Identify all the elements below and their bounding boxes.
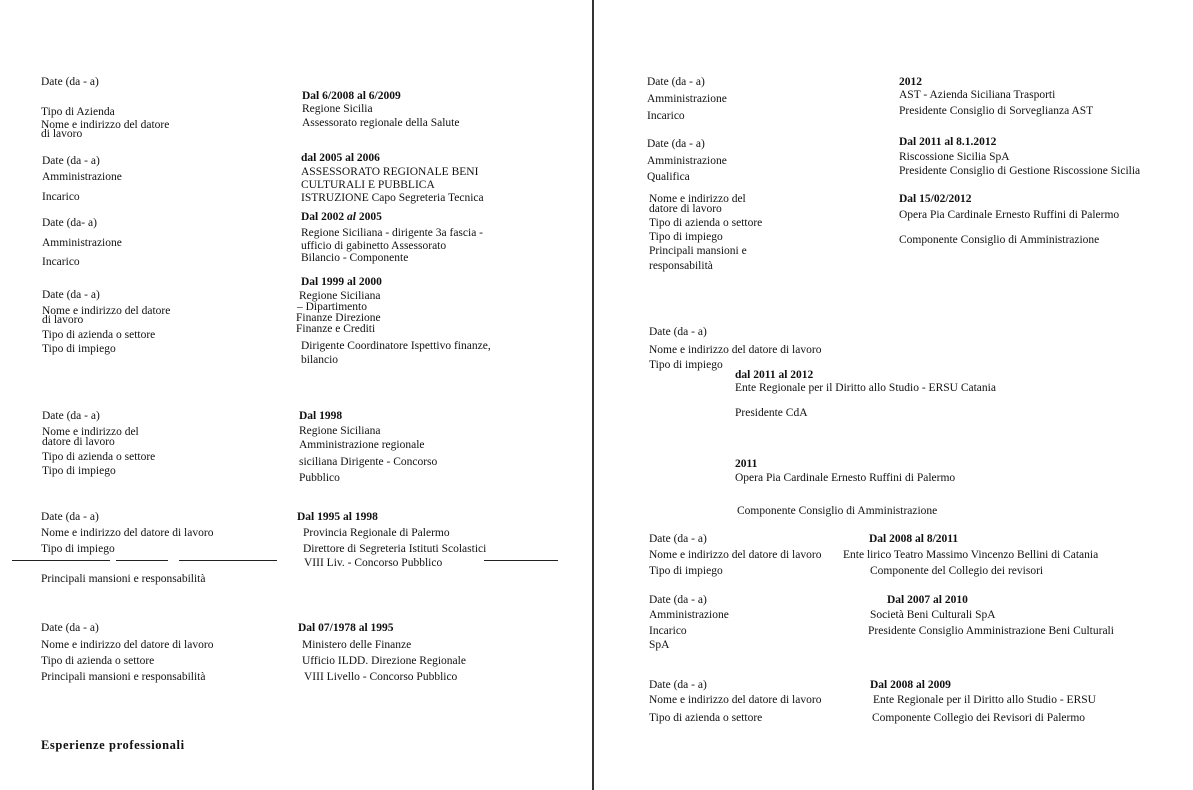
label-role-cont: SpA (649, 639, 670, 651)
label-date: Date (da - a) (647, 138, 705, 150)
label-employer: Nome e indirizzo del datore di lavoro (41, 527, 214, 539)
entry-value: Provincia Regionale di Palermo (303, 527, 450, 539)
entry-value: Finanze e Crediti (296, 323, 376, 335)
entry-value: CULTURALI E PUBBLICA (301, 179, 435, 191)
entry-date: 2011 (735, 458, 758, 470)
entry-date: Dal 2007 al 2010 (887, 594, 968, 606)
label-administration: Amministrazione (647, 155, 727, 167)
entry-date-start: Dal 2002 (301, 211, 347, 223)
entry-value: Presidente CdA (735, 407, 808, 419)
label-date: Date (da - a) (647, 76, 705, 88)
entry-date: Dal 2008 al 8/2011 (869, 533, 959, 545)
label-employment: Tipo di impiego (649, 359, 723, 371)
entry-date: Dal 15/02/2012 (899, 193, 972, 205)
entry-value: Pubblico (299, 472, 340, 484)
label-employer: Nome e indirizzo del (649, 193, 746, 205)
entry-value: Presidente Consiglio Amministrazione Beni Culturali (868, 625, 1114, 637)
label-date: Date (da - a) (41, 511, 99, 523)
entry-value: bilancio (301, 354, 339, 366)
entry-date-end: 2005 (355, 211, 382, 223)
label-employer: Nome e indirizzo del datore (42, 305, 171, 317)
entry-value: Società Beni Culturali SpA (870, 609, 996, 621)
entry-value: Ente lirico Teatro Massimo Vincenzo Bellini di Catania (843, 549, 1099, 561)
label-employer-cont: di lavoro (41, 128, 83, 140)
entry-value: VIII Liv. - Concorso Pubblico (304, 557, 443, 569)
label-sector: Tipo di azienda o settore (41, 655, 155, 667)
entry-value: Amministrazione regionale (299, 439, 425, 451)
label-duties-cont: responsabilità (649, 260, 713, 272)
label-date: Date (da - a) (649, 594, 707, 606)
label-administration: Amministrazione (649, 609, 729, 621)
label-employment: Tipo di impiego (42, 343, 116, 355)
entry-date: Dal 1998 (299, 410, 343, 422)
entry-value: Presidente Consiglio di Sorveglianza AST (899, 105, 1094, 117)
entry-value: Riscossione Sicilia SpA (899, 151, 1010, 163)
entry-value: Bilancio - Componente (301, 252, 409, 264)
label-employer: Nome e indirizzo del (42, 426, 139, 438)
entry-date (301, 211, 382, 223)
label-date: Date (da - a) (649, 326, 707, 338)
separator-line (179, 560, 277, 561)
separator-line (12, 560, 110, 561)
label-employment: Tipo di impiego (649, 565, 723, 577)
label-date: Date (da - a) (42, 410, 100, 422)
label-date: Date (da - a) (649, 533, 707, 545)
entry-value: Presidente Consiglio di Gestione Riscossione Sicilia (899, 165, 1141, 177)
separator-line (116, 560, 168, 561)
label-qualification: Qualifica (647, 171, 690, 183)
separator-line (484, 560, 558, 561)
label-duties: Principali mansioni e responsabilità (41, 573, 206, 585)
label-duties: Principali mansioni e responsabilità (41, 671, 206, 683)
label-sector: Tipo di azienda o settore (42, 451, 156, 463)
entry-value: Regione Siciliana (299, 290, 381, 302)
section-heading: Esperienze professionali (41, 738, 185, 752)
label-company-type: Tipo di Azienda (41, 106, 115, 118)
entry-date: Dal 2008 al 2009 (870, 679, 951, 691)
entry-value: Opera Pia Cardinale Ernesto Ruffini di Palermo (735, 472, 956, 484)
label-administration: Amministrazione (647, 93, 727, 105)
entry-value: Finanze Direzione (296, 312, 381, 324)
label-date: Date (da - a) (42, 289, 100, 301)
label-date: Date (da - a) (649, 679, 707, 691)
label-employer: Nome e indirizzo del datore di lavoro (649, 694, 822, 706)
entry-value: ufficio di gabinetto Assessorato (301, 240, 447, 252)
label-sector: Tipo di azienda o settore (649, 217, 763, 229)
entry-date: dal 2011 al 2012 (735, 369, 814, 381)
entry-value: Ente Regionale per il Diritto allo Studio - ERSU (873, 694, 1096, 706)
entry-date: Dal 1999 al 2000 (301, 276, 382, 288)
entry-value: VIII Livello - Concorso Pubblico (304, 671, 458, 683)
page-divider (592, 0, 594, 790)
label-employer: Nome e indirizzo del datore (41, 119, 170, 131)
entry-date: Dal 1995 al 1998 (297, 511, 378, 523)
label-role: Incarico (42, 256, 80, 268)
label-date: Date (da - a) (42, 155, 100, 167)
entry-value: ASSESSORATO REGIONALE BENI (301, 166, 479, 178)
label-role: Incarico (42, 191, 80, 203)
entry-date: 2012 (899, 76, 922, 88)
entry-value: Ministero delle Finanze (302, 639, 412, 651)
entry-value: AST - Azienda Siciliana Trasporti (899, 89, 1056, 101)
entry-value: Assessorato regionale della Salute (302, 117, 460, 129)
entry-date: Dal 2011 al 8.1.2012 (899, 136, 997, 148)
label-duties: Principali mansioni e (649, 245, 747, 257)
label-employment: Tipo di impiego (42, 465, 116, 477)
entry-value: siciliana Dirigente - Concorso (299, 456, 438, 468)
entry-date-al: al (347, 211, 356, 223)
entry-value: Regione Sicilia (302, 103, 373, 115)
label-sector: Tipo di azienda o settore (649, 712, 763, 724)
entry-value: Direttore di Segreteria Istituti Scolastici (303, 543, 487, 555)
label-employer-cont: datore di lavoro (649, 203, 722, 215)
label-administration: Amministrazione (42, 171, 122, 183)
entry-value: Regione Siciliana - dirigente 3a fascia - (301, 227, 484, 239)
entry-date: Dal 07/1978 al 1995 (298, 622, 394, 634)
entry-date: Dal 6/2008 al 6/2009 (302, 90, 401, 102)
entry-value: Componente del Collegio dei revisori (870, 565, 1044, 577)
entry-value: ISTRUZIONE Capo Segreteria Tecnica (301, 192, 484, 204)
entry-value: Dirigente Coordinatore Ispettivo finanze, (301, 340, 491, 352)
label-administration: Amministrazione (42, 237, 122, 249)
label-sector: Tipo di azienda o settore (42, 329, 156, 341)
label-employment: Tipo di impiego (649, 231, 723, 243)
entry-date: dal 2005 al 2006 (301, 152, 380, 164)
label-date: Date (da - a) (41, 622, 99, 634)
label-date: Date (da - a) (41, 76, 99, 88)
entry-value: Componente Collegio dei Revisori di Palermo (872, 712, 1086, 724)
label-employer-cont: di lavoro (42, 314, 84, 326)
entry-value: Ente Regionale per il Diritto allo Studio - ERSU Catania (735, 382, 996, 394)
entry-value: – Dipartimento (297, 301, 367, 313)
entry-value: Ufficio ILDD. Direzione Regionale (302, 655, 466, 667)
entry-value: Regione Siciliana (299, 425, 381, 437)
label-employer: Nome e indirizzo del datore di lavoro (649, 344, 822, 356)
label-employer: Nome e indirizzo del datore di lavoro (649, 549, 822, 561)
entry-value: Componente Consiglio di Amministrazione (899, 234, 1100, 246)
label-employer-cont: datore di lavoro (42, 436, 115, 448)
label-employment: Tipo di impiego (41, 543, 115, 555)
label-role: Incarico (647, 110, 685, 122)
entry-value: Opera Pia Cardinale Ernesto Ruffini di Palermo (899, 209, 1120, 221)
entry-value: Componente Consiglio di Amministrazione (737, 505, 938, 517)
label-date: Date (da- a) (42, 217, 97, 229)
label-role: Incarico (649, 625, 687, 637)
label-employer: Nome e indirizzo del datore di lavoro (41, 639, 214, 651)
